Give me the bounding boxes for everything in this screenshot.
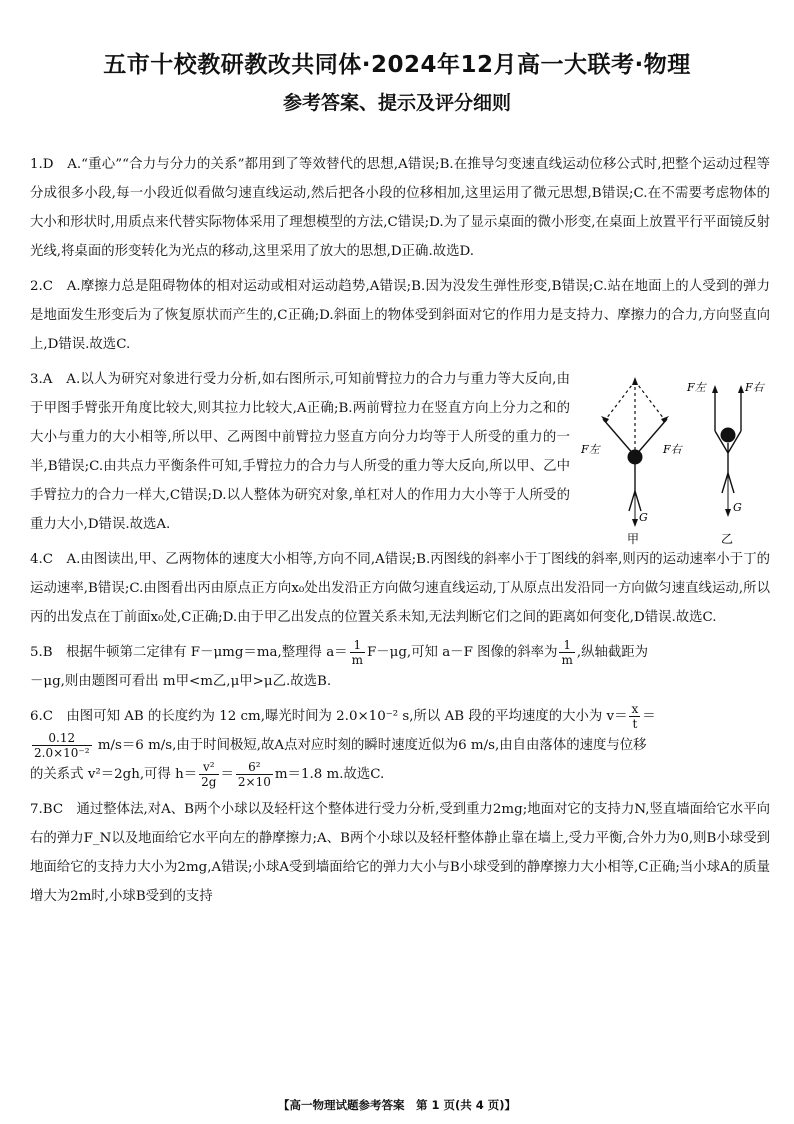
q5-text-b: F－μg,可知 a－F 图像的斜率为 [366, 645, 558, 660]
q6-frac2-num: 0.12 [32, 731, 92, 746]
q6-frac1-den: t [632, 717, 638, 731]
force-diagram [575, 361, 775, 551]
q6-text-b: m/s＝6 m/s,由于时间极短,故A点对应时刻的瞬时速度近似为6 m/s,由自由落体的速度与位移 [93, 738, 647, 753]
answer-content [30, 150, 770, 917]
q5-frac-den: m [351, 653, 363, 667]
q6-frac2-den: 2.0×10⁻² [34, 746, 90, 760]
page-footer: 【高一物理试题参考答案 第 1 页(共 4 页)】 [277, 1098, 517, 1112]
q5-frac-num: 1 [350, 638, 365, 653]
q5-frac2-num: 1 [559, 638, 574, 653]
q5-text-a: 5.B 根据牛顿第二定律有 F－μmg＝ma,整理得 a＝ [30, 645, 348, 660]
page-title: 五市十校教研教改共同体·2024年12月高一大联考·物理 [103, 52, 691, 78]
q6-frac4-den: 2×10 [237, 775, 271, 789]
q6-fraction-1 [629, 702, 640, 731]
q6-fraction-3 [199, 760, 218, 789]
answer-q7: 7.BC 通过整体法,对A、B两个小球以及轻杆这个整体进行受力分析,受到重力2mg;地面对它的支持力N,竖直墙面给它水平向右的弹力F_N以及地面给它水平向左的静摩擦力;A、B两个小球以及轻杆整体静止靠在墙上,受力平衡,合外力为0,则B小球受到地面给它的支持力大小为2mg,A错误;小球A受到墙面给它的弹力大小与B小球受到的静摩擦力大小相等,C正确;当小球A的质量增大为2m时,小球B受到的支持 [30, 802, 770, 904]
label-f-left-jia: F左 [581, 443, 600, 456]
answer-q4: 4.C A.由图读出,甲、乙两物体的速度大小相等,方向不同,A错误;B.丙图线的斜率小于丁图线的斜率,则丙的运动速率小于丁的运动速率,B错误;C.由图看出丙由原点正方向x₀处出发沿正方向做匀速直线运动,丁从原点出发沿同一方向做匀速直线运动,所以丙的出发点在丁前面x₀处,C正确;D.由于甲乙出发点的位置关系未知,无法判断它们之间的距离如何变化,D错误.故选C. [30, 552, 770, 625]
answer-q6 [30, 702, 770, 789]
q5-fraction-2 [559, 638, 574, 667]
answer-q5 [30, 638, 770, 696]
label-g-yi: G [733, 501, 742, 514]
page-subtitle: 参考答案、提示及评分细则 [282, 92, 511, 114]
figure-yi [712, 385, 744, 517]
q6-frac3-den: 2g [201, 775, 217, 789]
q6-text-a2: ＝ [642, 709, 656, 724]
q6-frac4-num: 6² [236, 760, 273, 775]
label-f-left-yi: F左 [687, 381, 706, 394]
figure-jia [601, 377, 669, 527]
q6-frac3-num: v² [199, 760, 218, 775]
label-f-right-yi: F右 [745, 381, 764, 394]
q6-fraction-4 [236, 760, 273, 789]
label-g-jia: G [639, 511, 648, 524]
answer-q3-block [30, 365, 770, 546]
label-yi: 乙 [721, 532, 734, 546]
q5-frac2-den: m [561, 653, 573, 667]
q6-text-c: 的关系式 v²＝2gh,可得 h＝ [30, 767, 198, 782]
answer-q3: 3.A A.以人为研究对象进行受力分析,如右图所示,可知前臂拉力的合力与重力等大反向,由于甲图手臂张开角度比较大,则其拉力比较大,A正确;B.两前臂拉力在竖直方向上分力之和的大小与重力的大小相等,所以甲、乙两图中前臂拉力竖直方向分力均等于人所受的重力的一半,B错误;C.由共点力平衡条件可知,手臂拉力的合力与人所受的重力等大反向,所以甲、乙中手臂拉力的合力一样大,C错误;D.以人整体为研究对象,单杠对人的作用力大小等于人所受的重力大小,D错误.故选A. [30, 372, 570, 532]
q5-text-c: ,纵轴截距为 [576, 645, 649, 660]
q5-text-d: －μg,则由题图可看出 m甲<m乙,μ甲>μ乙.故选B. [30, 674, 332, 689]
q6-text-a: 6.C 由图可知 AB 的长度约为 12 cm,曝光时间为 2.0×10⁻² s,所以 AB 段的平均速度的大小为 v＝ [30, 709, 628, 724]
q6-text-c2: ＝ [220, 767, 234, 782]
q6-fraction-2 [32, 731, 92, 760]
label-f-right-jia: F右 [663, 443, 682, 456]
q5-fraction-1 [350, 638, 365, 667]
answer-q2: 2.C A.摩擦力总是阻碍物体的相对运动或相对运动趋势,A错误;B.因为没发生弹性形变,B错误;C.站在地面上的人受到的弹力是地面发生形变后为了恢复原状而产生的,C正确;D.斜面上的物体受到斜面对它的作用力是支持力、摩擦力的合力,方向竖直向上,D错误.故选C. [30, 279, 770, 352]
q6-frac1-num: x [631, 702, 639, 716]
label-jia: 甲 [627, 532, 640, 546]
q6-text-d: m＝1.8 m.故选C. [274, 767, 385, 782]
answer-q1: 1.D A.“重心”“合力与分力的关系”都用到了等效替代的思想,A错误;B.在推导匀变速直线运动位移公式时,把整个运动过程等分成很多小段,每一小段近似看做匀速直线运动,然后把各小段的位移相加,这里运用了微元思想,B错误;C.在不需要考虑物体的大小和形状时,用质点来代替实际物体采用了理想模型的方法,C错误;D.为了显示桌面的微小形变,在桌面上放置平行平面镜反射光线,将桌面的形变转化为光点的移动,这里采用了放大的思想,D正确.故选D. [30, 157, 770, 259]
